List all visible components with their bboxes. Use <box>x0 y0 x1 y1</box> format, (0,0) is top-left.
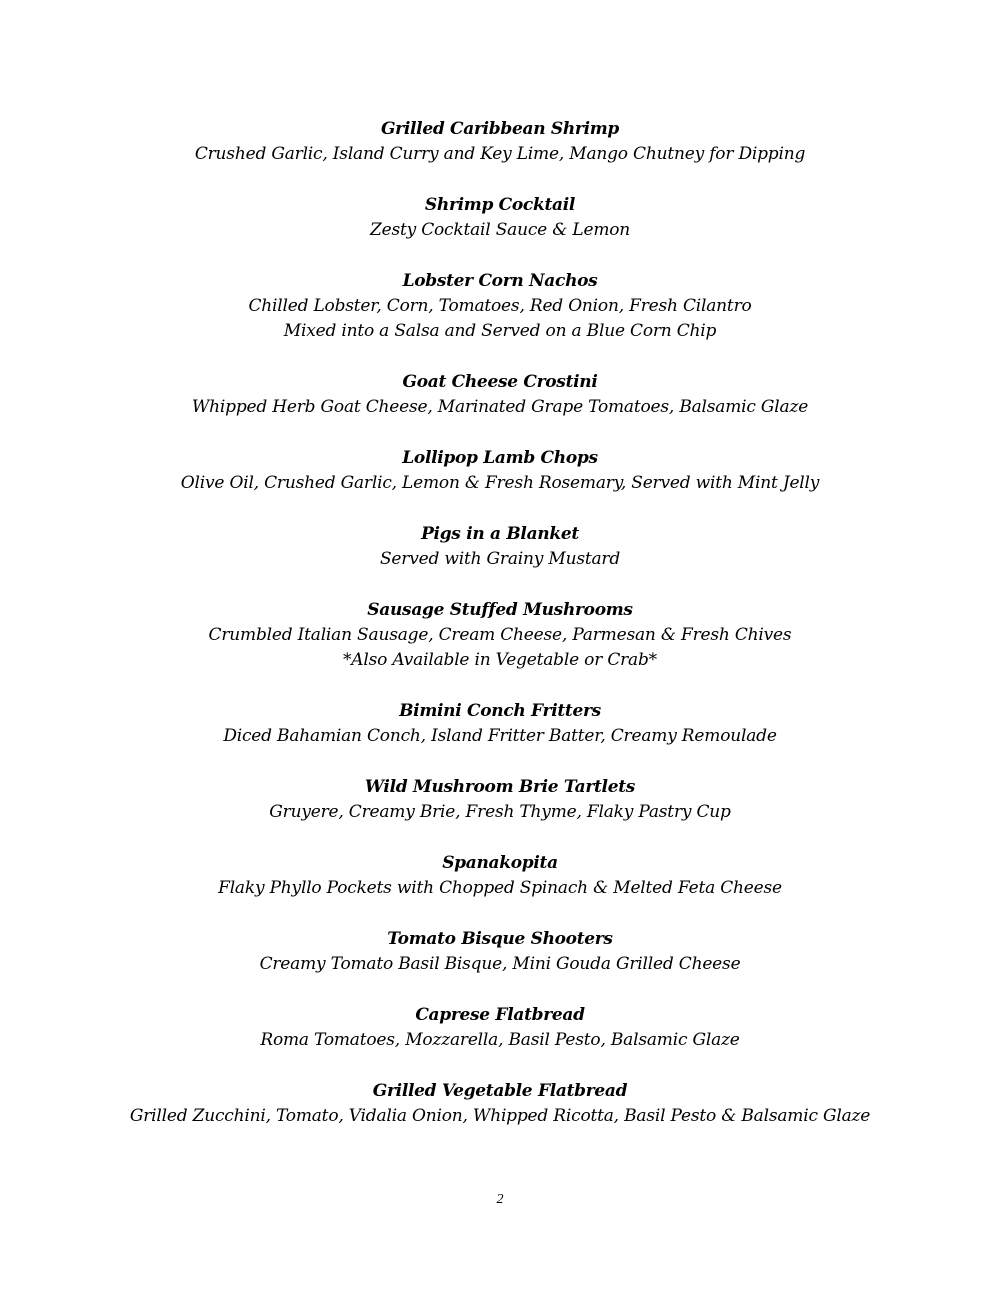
menu-item <box>0 268 1000 344</box>
page-number: 2 <box>496 1192 504 1207</box>
menu-item <box>0 521 1000 572</box>
item-description: Chilled Lobster, Corn, Tomatoes, Red Onion, Fresh Cilantro <box>248 296 752 316</box>
menu-item <box>0 774 1000 825</box>
item-description: Zesty Cocktail Sauce & Lemon <box>369 220 631 240</box>
menu-item <box>0 1078 1000 1129</box>
item-description: Grilled Zucchini, Tomato, Vidalia Onion, Whipped Ricotta, Basil Pesto & Balsamic Glaze <box>129 1106 871 1126</box>
menu-item <box>0 850 1000 901</box>
item-name: Lobster Corn Nachos <box>402 271 598 291</box>
item-name: Grilled Vegetable Flatbread <box>372 1081 628 1101</box>
menu-item <box>0 597 1000 673</box>
item-description: Whipped Herb Goat Cheese, Marinated Grape Tomatoes, Balsamic Glaze <box>191 397 809 417</box>
item-name: Shrimp Cocktail <box>424 195 576 215</box>
menu-item <box>0 445 1000 496</box>
menu-item <box>0 116 1000 167</box>
item-name: Grilled Caribbean Shrimp <box>380 119 620 139</box>
item-name: Sausage Stuffed Mushrooms <box>367 600 633 620</box>
menu-item <box>0 1002 1000 1053</box>
item-description: Gruyere, Creamy Brie, Fresh Thyme, Flaky Pastry Cup <box>269 802 731 822</box>
item-description: Roma Tomatoes, Mozzarella, Basil Pesto, Balsamic Glaze <box>260 1030 740 1050</box>
menu-item <box>0 192 1000 243</box>
menu-item <box>0 698 1000 749</box>
item-name: Goat Cheese Crostini <box>402 372 598 392</box>
item-description: Diced Bahamian Conch, Island Fritter Batter, Creamy Remoulade <box>223 726 777 746</box>
item-name: Tomato Bisque Shooters <box>387 929 613 949</box>
item-description: Served with Grainy Mustard <box>379 549 621 569</box>
item-name: Pigs in a Blanket <box>421 524 579 544</box>
item-description: Flaky Phyllo Pockets with Chopped Spinach & Melted Feta Cheese <box>218 878 782 898</box>
item-name: Lollipop Lamb Chops <box>402 448 598 468</box>
item-description: *Also Available in Vegetable or Crab* <box>343 650 657 670</box>
item-description: Mixed into a Salsa and Served on a Blue Corn Chip <box>283 321 717 341</box>
item-description: Crushed Garlic, Island Curry and Key Lime, Mango Chutney for Dipping <box>194 144 806 164</box>
item-description: Creamy Tomato Basil Bisque, Mini Gouda Grilled Cheese <box>259 954 741 974</box>
menu-item <box>0 926 1000 977</box>
menu-item <box>0 369 1000 420</box>
menu-list <box>0 116 1000 1154</box>
item-name: Bimini Conch Fritters <box>399 701 601 721</box>
item-name: Caprese Flatbread <box>415 1005 585 1025</box>
item-name: Spanakopita <box>442 853 558 873</box>
item-description: Crumbled Italian Sausage, Cream Cheese, Parmesan & Fresh Chives <box>208 625 792 645</box>
item-description: Olive Oil, Crushed Garlic, Lemon & Fresh Rosemary, Served with Mint Jelly <box>180 473 820 493</box>
item-name: Wild Mushroom Brie Tartlets <box>364 777 636 797</box>
